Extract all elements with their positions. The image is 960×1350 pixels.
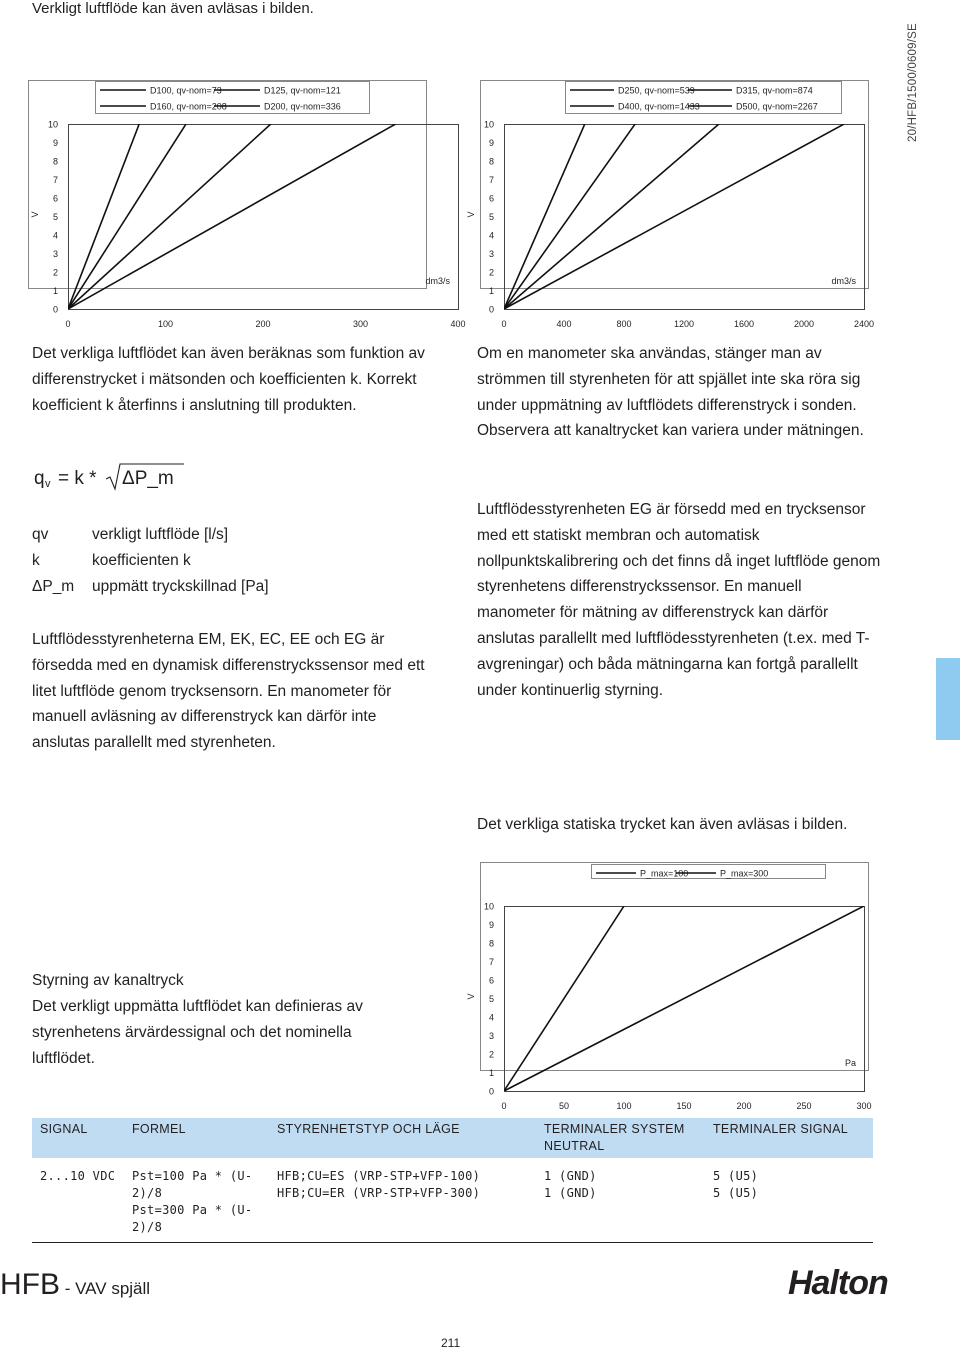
header-terminal-neutral: TERMINALER SYSTEM NEUTRAL (536, 1118, 705, 1158)
x-tick-label: 150 (676, 1101, 692, 1111)
y-tick-label: 3 (488, 1031, 494, 1041)
y-tick-label: 0 (52, 304, 58, 315)
x-tick-label: 200 (736, 1101, 752, 1111)
y-tick-label: 4 (52, 230, 58, 241)
y-tick-label: 8 (488, 938, 494, 949)
chart-svg (466, 80, 875, 329)
x-tick-label: 1200 (673, 319, 695, 329)
legend-label: D160, qv-nom=208 (150, 101, 227, 112)
y-tick-label: 3 (52, 249, 58, 259)
legend-label: D125, qv-nom=121 (264, 85, 341, 96)
x-tick-label: 1600 (733, 319, 755, 329)
x-tick-label: 400 (556, 319, 572, 329)
series-group (504, 124, 844, 309)
logo-text: Halton (788, 1264, 888, 1302)
y-tick-label: 4 (488, 1012, 494, 1023)
header-formel: FORMEL (124, 1118, 269, 1158)
y-tick-label: 10 (483, 119, 494, 130)
x-tick-label: 50 (558, 1101, 570, 1111)
x-tick-label: 0 (501, 319, 507, 329)
y-tick-label: 7 (52, 175, 58, 185)
y-tick-label: 7 (488, 175, 494, 185)
series-line (68, 124, 271, 309)
y-tick-label: 5 (488, 994, 494, 1004)
series-line (504, 906, 864, 1091)
y-tick-label: 5 (52, 212, 58, 222)
series-line (68, 124, 396, 309)
chart-frame (481, 863, 869, 1071)
x-tick-label: 400 (450, 319, 466, 329)
cell-formel: Pst=100 Pa * (U-2)/8 Pst=300 Pa * (U-2)/8 (124, 1164, 269, 1243)
series-line (504, 124, 844, 309)
x-tick-label: 2400 (853, 319, 875, 329)
header-terminal-signal: TERMINALER SIGNAL (705, 1118, 873, 1158)
y-tick-label: 6 (52, 193, 58, 204)
y-tick-label: 5 (488, 212, 494, 222)
y-axis-label: V (30, 211, 40, 218)
section-text: Det verkligt uppmätta luftflödet kan definieras av styrenhetens ärvärdessignal och det nominella luftflödet. (32, 998, 363, 1067)
y-tick-label: 9 (52, 138, 58, 148)
product-title: HFB - VAV spjäll (0, 1268, 151, 1301)
document-code: 20/HFB/1500/0609/SE (907, 23, 919, 142)
formula-radicand: ΔP_m (122, 468, 174, 489)
airflow-chart-large (466, 80, 875, 329)
x-tick-label: 100 (616, 1101, 632, 1111)
series-group (504, 906, 864, 1091)
plot-area (505, 125, 865, 310)
series-line (504, 124, 585, 309)
table-row (32, 1164, 873, 1243)
y-tick-label: 2 (488, 267, 494, 278)
unit-label: dm3/s (831, 276, 856, 286)
x-tick-label: 250 (796, 1101, 812, 1111)
page-number: 211 (441, 1336, 461, 1350)
series-line (68, 124, 139, 309)
static-pressure-caption: Det verkliga statiska trycket kan även avläsas i bilden. (477, 816, 848, 833)
series-line (504, 124, 635, 309)
right-paragraph-1: Om en manometer ska användas, stänger man av strömmen till styrenheten för att spjället inte ska röra sig under uppmätning av luftflödets differenstryck i sonden. Observera att kanaltrycket kan variera under mätningen. (477, 345, 864, 440)
blue-side-tab (936, 658, 960, 740)
legend-label: D250, qv-nom=539 (618, 85, 695, 96)
y-tick-label: 1 (52, 286, 58, 296)
y-tick-label: 0 (488, 304, 494, 315)
y-tick-label: 6 (488, 193, 494, 204)
unit-label: dm3/s (425, 276, 450, 286)
cell-terminal-signal: 5 (U5) 5 (U5) (705, 1164, 873, 1243)
y-tick-label: 9 (488, 920, 494, 930)
chart-svg (466, 862, 872, 1111)
y-tick-label: 9 (488, 138, 494, 148)
right-paragraph-2: Luftflödesstyrenheten EG är försedd med en trycksensor med ett statiskt membran och automatisk nollpunktskalibrering och det finns då inget luftflöde genom styrenhetens differenstryckssensor. En manuell manometer för mätning av differenstryck kan därför anslutas parallellt med luftflödesstyrenheten (t.ex. med T-avgreningar) och båda mätningarna kan fortgå parallellt under kontinuerlig styrning. (477, 501, 881, 699)
unit-label: Pa (844, 1058, 856, 1068)
series-group (68, 124, 396, 309)
cell-type: HFB;CU=ES (VRP-STP+VFP-100) HFB;CU=ER (VRP-STP+VFP-300) (269, 1164, 536, 1243)
legend-label: D315, qv-nom=874 (736, 85, 813, 96)
left-paragraph-2: Luftflödesstyrenheterna EM, EK, EC, EE och EG är försedda med en dynamisk differenstryckssensor med ett litet luftflöde genom trycksensorn. En manometer för manuell avläsning av differenstryck kan därför inte anslutas parallellt med styrenheten. (32, 631, 425, 752)
x-tick-label: 800 (616, 319, 632, 329)
y-tick-label: 1 (488, 1068, 494, 1078)
section-heading: Styrning av kanaltryck (32, 972, 184, 989)
x-tick-label: 300 (856, 1101, 872, 1111)
y-tick-label: 10 (483, 901, 494, 912)
x-tick-label: 100 (157, 319, 174, 329)
y-tick-label: 0 (488, 1086, 494, 1097)
series-line (504, 906, 624, 1091)
cell-terminal-neutral: 1 (GND) 1 (GND) (536, 1164, 705, 1243)
y-tick-label: 2 (52, 267, 58, 278)
legend-label: D500, qv-nom=2267 (736, 101, 818, 112)
header-signal: SIGNAL (32, 1118, 124, 1158)
y-tick-label: 8 (488, 156, 494, 167)
y-tick-label: 2 (488, 1049, 494, 1060)
y-axis-label: V (466, 211, 476, 218)
formula-sub: v (45, 478, 51, 490)
header-type: STYRENHETSTYP OCH LÄGE (269, 1118, 536, 1158)
signal-table (32, 1118, 873, 1243)
y-tick-label: 8 (52, 156, 58, 167)
legend-box (592, 865, 826, 879)
top-caption: Verkligt luftflöde kan även avläsas i bilden. (32, 0, 314, 17)
flow-formula (34, 462, 234, 492)
airflow-chart-small (28, 80, 466, 329)
y-tick-label: 1 (488, 286, 494, 296)
formula-q: q (34, 468, 45, 489)
y-tick-label: 7 (488, 957, 494, 967)
legend-label: D200, qv-nom=336 (264, 101, 341, 112)
legend-label: P_max=100 (640, 868, 689, 879)
x-tick-label: 200 (255, 319, 271, 329)
halton-logo (786, 1262, 910, 1302)
x-tick-label: 300 (352, 319, 369, 329)
pressure-chart (466, 862, 872, 1111)
legend-label: P_max=300 (720, 868, 769, 879)
y-tick-label: 4 (488, 230, 494, 241)
legend-label: D400, qv-nom=1433 (618, 101, 700, 112)
formula-mid: = k * (58, 468, 97, 489)
x-tick-label: 0 (65, 319, 71, 329)
chart-svg (28, 80, 466, 329)
cell-signal: 2...10 VDC (32, 1164, 124, 1243)
x-tick-label: 2000 (793, 319, 815, 329)
y-tick-label: 6 (488, 975, 494, 986)
x-tick-label: 0 (501, 1101, 507, 1111)
left-paragraph-1: Det verkliga luftflödet kan även beräknas som funktion av differenstrycket i mätsonden och koefficienten k. Korrekt koefficient k återfinns i anslutning till produkten. (32, 345, 425, 414)
y-axis-label: V (466, 993, 476, 1000)
y-tick-label: 3 (488, 249, 494, 259)
y-tick-label: 10 (47, 119, 58, 130)
series-line (504, 124, 719, 309)
legend-label: D100, qv-nom=73 (150, 85, 222, 96)
